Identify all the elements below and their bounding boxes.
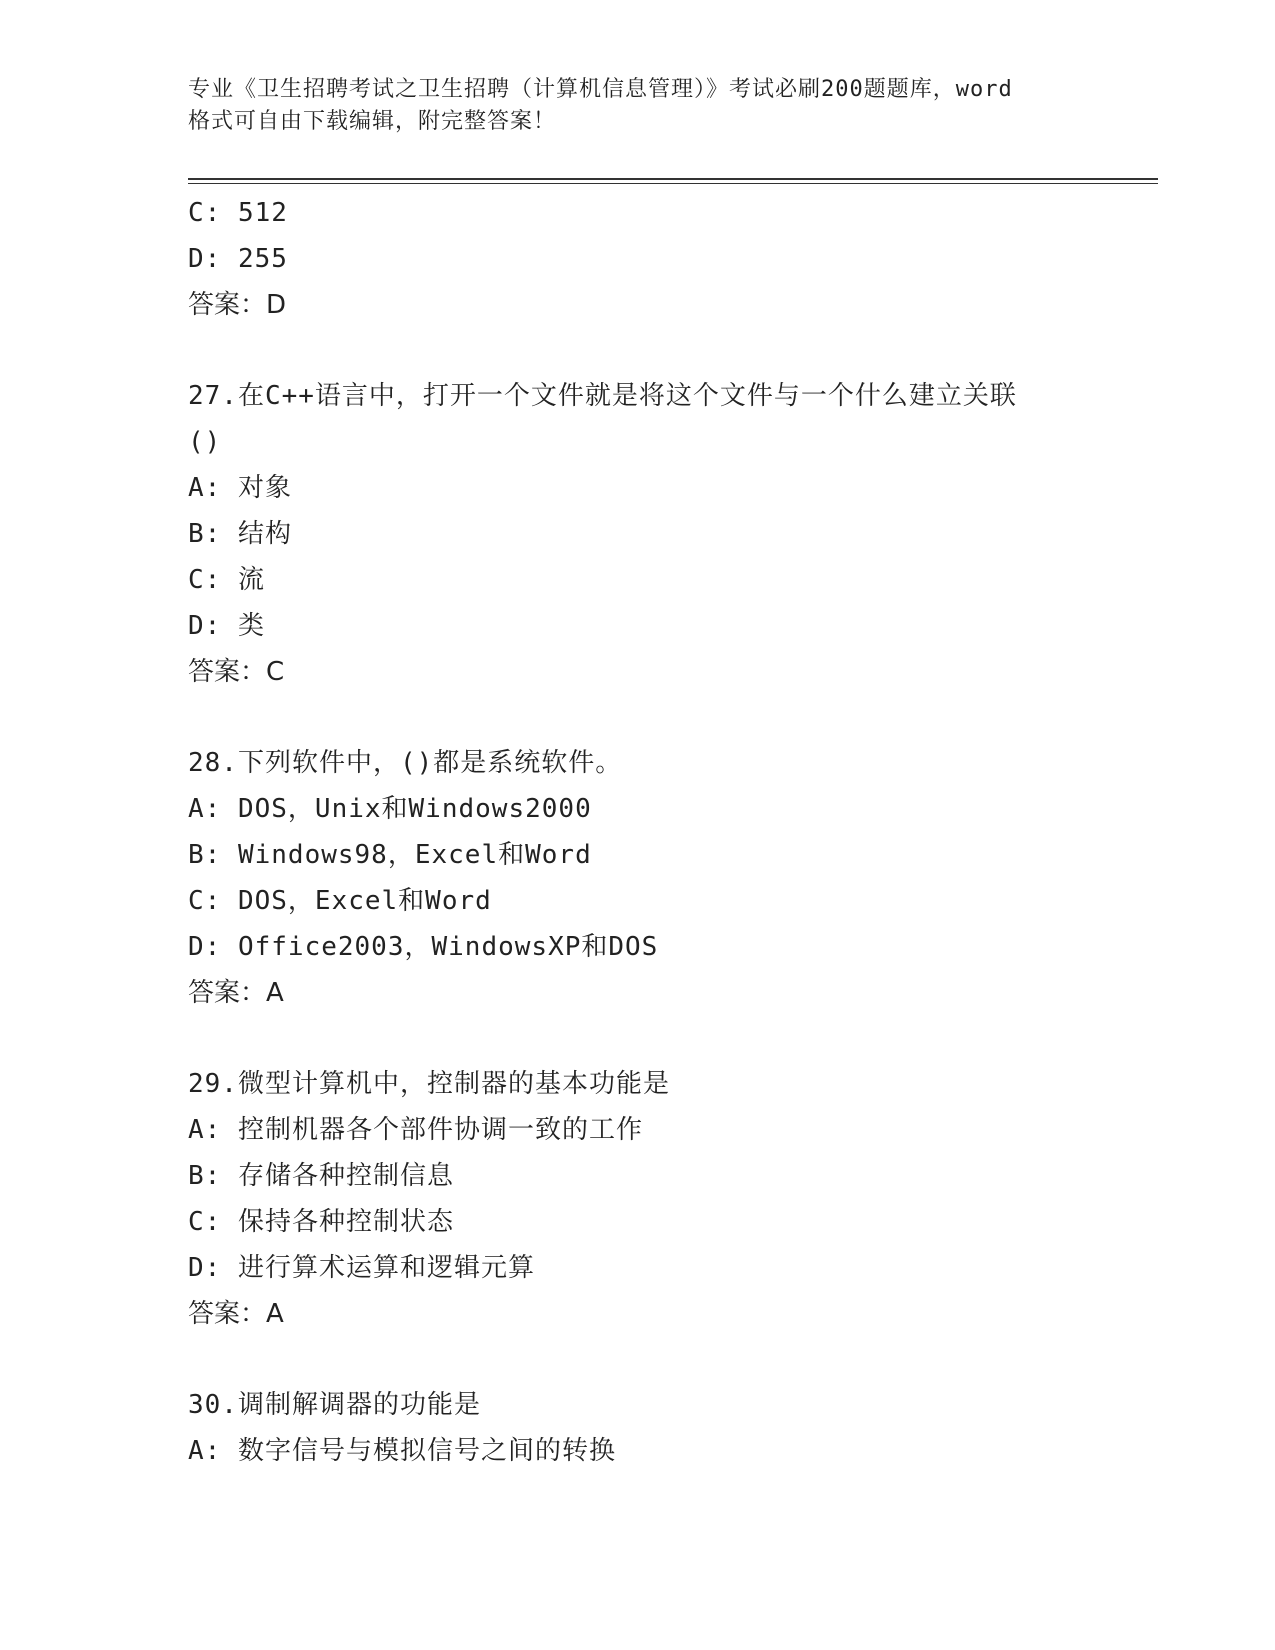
- header-line-2: 格式可自由下载编辑，附完整答案！: [188, 109, 557, 134]
- question-stem: 29.微型计算机中，控制器的基本功能是: [188, 1069, 670, 1099]
- answer: 答案：C: [188, 657, 285, 687]
- option-d: D: 255: [188, 244, 288, 274]
- question-stem: 30.调制解调器的功能是: [188, 1390, 481, 1420]
- page-header: [188, 74, 1088, 138]
- option-d: D: Office2003，WindowsXP和DOS: [188, 932, 659, 962]
- question-stem: 27.在C++语言中，打开一个文件就是将这个文件与一个什么建立关联: [188, 381, 1017, 411]
- question-stem-continued: (): [188, 427, 222, 457]
- header-rule-thin: [188, 183, 1158, 184]
- option-a: A: 数字信号与模拟信号之间的转换: [188, 1436, 616, 1466]
- option-d: D: 类: [188, 611, 265, 641]
- question-26: [188, 190, 1148, 328]
- option-b: B: 存储各种控制信息: [188, 1161, 454, 1191]
- option-c: C: 流: [188, 565, 265, 595]
- option-c: C: 保持各种控制状态: [188, 1207, 454, 1237]
- header-rule-thick: [188, 178, 1158, 180]
- option-a: A: 对象: [188, 473, 292, 503]
- question-stem: 28.下列软件中，()都是系统软件。: [188, 748, 623, 778]
- option-a: A: DOS，Unix和Windows2000: [188, 794, 592, 824]
- answer: 答案：D: [188, 290, 287, 320]
- question-27: [188, 373, 1148, 695]
- question-list: [188, 190, 1148, 1474]
- option-c: C: DOS，Excel和Word: [188, 886, 492, 916]
- answer: 答案：A: [188, 978, 284, 1008]
- option-d: D: 进行算术运算和逻辑元算: [188, 1253, 535, 1283]
- question-28: [188, 740, 1148, 1016]
- option-b: B: 结构: [188, 519, 292, 549]
- question-29: [188, 1061, 1148, 1337]
- answer: 答案：A: [188, 1299, 284, 1329]
- option-b: B: Windows98，Excel和Word: [188, 840, 592, 870]
- option-a: A: 控制机器各个部件协调一致的工作: [188, 1115, 643, 1145]
- option-c: C: 512: [188, 198, 288, 228]
- header-line-1: 专业《卫生招聘考试之卫生招聘（计算机信息管理）》考试必刷200题题库，word: [188, 77, 1013, 102]
- question-30: [188, 1382, 1148, 1474]
